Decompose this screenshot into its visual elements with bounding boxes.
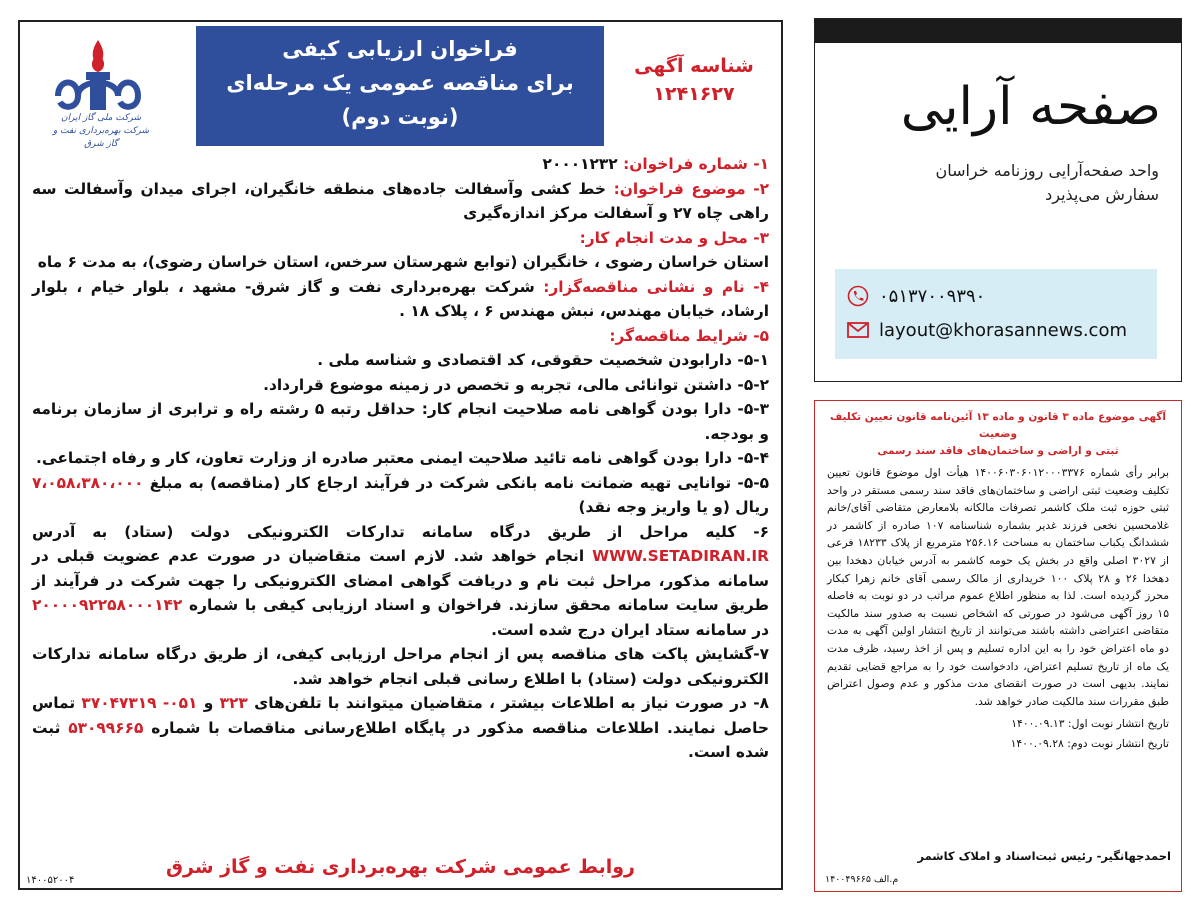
item-5-2: ۵-۲- داشتن توانائی مالی، تجربه و تخصص در زمینه موضوع قرارداد. [263,375,769,394]
email-row[interactable] [847,313,1145,347]
title-line: (نوبت دوم) [341,105,459,129]
contact-box [835,269,1157,359]
ad-title [196,26,604,146]
registration-notice [814,400,1182,892]
logo-caption: شرکت ملی گاز ایران شرکت بهره‌برداری نفت و گاز شرق [52,113,150,149]
title-line: برای مناقصه عمومی یک مرحله‌ای [226,71,574,95]
phone-icon [847,285,869,307]
item-6: ۶- کلیه مراحل از طریق درگاه سامانه تدارکات الکترونیکی دولت (ستاد) به آدرس WWW.SETADIRAN.IR انجام خواهد شد. لازم است متقاضیان در صورت عدم عضویت قبلی در سامانه مذکور، مراحل ثبت نام و دریافت گواهی امضای الکترونیکی را جهت شرکت در فرآیند از طریق سایت سامانه محقق سازند. فراخوان و اسناد ارزیابی کیفی با شماره ۲۰۰۰۰۹۲۲۵۸۰۰۰۱۴۲ در سامانه ستاد ایران درج شده است. [32,522,769,639]
item-8: ۸- در صورت نیاز به اطلاعات بیشتر ، متقاضیان میتوانند با تلفن‌های ۳۲۳ و ۰۵۱- ۳۷۰۴۷۳۱۹ تماس حاصل نمایند. اطلاعات مناقصه مذکور در پایگاه اطلاع‌رسانی مناقصات با شماره ۵۳۰۹۹۶۶۵ ثبت شده است. [32,694,769,761]
item-5-3: ۵-۳- دارا بودن گواهی نامه صلاحیت انجام کار: حداقل رتبه ۵ رشته راه و ترابری از سازمان برنامه و بودجه. [32,400,769,443]
item-5-4: ۵-۴- دارا بودن گواهی نامه تائید صلاحیت ایمنی معتبر صادره از وزارت تعاون، کار و رفاه اجتماعی. [35,449,769,467]
layout-title: صفحه آرایی [900,77,1161,137]
email-icon [847,322,869,338]
notice-title: آگهی موضوع ماده ۳ قانون و ماده ۱۳ آئین‌نامه قانون تعیین تکلیف وضعیت ثبتی و اراضی و ساختمان‌های فاقد سند رسمی [830,411,1166,457]
notice-signature: احمدجهانگیر- رئیس ثبت‌اسناد و املاک کاشمر [917,849,1171,863]
tender-ad [18,20,783,890]
notice-code: م.الف ۱۴۰۰۴۹۶۶۵ [825,874,899,885]
top-bar [815,19,1181,43]
ad-code: ۱۴۰۰۵۲۰۰۴ [26,875,75,886]
item-5-1: ۵-۱- دارابودن شخصیت حقوقی، کد اقتصادی و شناسه ملی . [317,351,769,369]
ad-id-label: شناسه آگهی [634,55,754,77]
item-5-head: ۵- شرایط مناقصه‌گر: [609,326,769,345]
layout-service-ad [814,18,1182,382]
item-4: ۴- نام و نشانی مناقصه‌گزار: شرکت بهره‌برداری نفت و گاز شرق- مشهد ، بلوار خیام ، بلوار ارشاد، خیابان مهندس، نبش مهندس ۶ ، پلاک ۱۸ . [32,277,769,320]
ad-body [32,152,769,765]
item-2: ۲- موضوع فراخوان: خط کشی وآسفالت جاده‌های منطقه خانگیران، اجرای میدان وآسفالت سه راهی چاه ۲۷ و آسفالت مرکز اندازه‌گیری [32,179,769,222]
notice-dates [815,714,1181,754]
phone-number: ۰۵۱۳۷۰۰۹۳۹۰ [879,285,986,307]
ad-id-number: ۱۲۴۱۶۲۷ [653,83,735,105]
layout-subtitle: واحد صفحه‌آرایی روزنامه خراسان سفارش می‌پذیرد [935,161,1159,204]
email-address: layout@khorasannews.com [879,319,1128,341]
item-7: ۷-گشایش پاکت های مناقصه پس از انجام مراحل ارزیابی کیفی، از طریق درگاه سامانه تدارکات الکترونیکی دولت (ستاد) با اطلاع رسانی قبلی انجام خواهد شد. [32,645,769,688]
item-3: استان خراسان رضوی ، خانگیران (توابع شهرستان سرخس، استان خراسان رضوی)، به مدت ۶ ماه [37,253,769,271]
title-line: فراخوان ارزیابی کیفی [282,37,518,61]
publish-date-2: تاریخ انتشار نوبت دوم: ۱۴۰۰.۰۹.۲۸ [1010,737,1169,751]
guarantee-amount: ۷،۰۵۸،۳۸۰،۰۰۰ [32,473,144,492]
item-5-5: ۵-۵- توانایی تهیه ضمانت نامه بانکی شرکت در فرآیند ارجاع کار (مناقصه) به مبلغ ۷،۰۵۸،۳۸۰،۰۰۰ ریال (و یا واریز وجه نقد) [32,473,769,516]
ad-id [619,52,769,108]
public-relations-footer: روابط عمومی شرکت بهره‌برداری نفت و گاز شرق [166,856,635,878]
item-3-head: ۳- محل و مدت انجام کار: [579,228,769,247]
item-1: ۱- شماره فراخوان: ۲۰۰۰۱۲۳۲ [542,155,769,173]
phone-row[interactable] [847,279,1145,313]
setad-link[interactable]: WWW.SETADIRAN.IR [592,547,769,565]
publish-date-1: تاریخ انتشار نوبت اول: ۱۴۰۰.۰۹.۱۳ [1011,717,1169,731]
notice-body: برابر رأی شماره ۱۴۰۰۶۰۳۰۶۰۱۲۰۰۰۳۳۷۶ هیأت اول موضوع قانون تعیین تکلیف وضعیت ثبتی اراضی و ساختمان‌های فاقد سند رسمی مستقر در واحد ثبتی حوزه ثبت ملک کاشمر تصرفات مالکانه بلامعارض متقاضی آقای/خانم غلامحسین نخعی فرزند غدیر بشماره شناسنامه ۱۰۷ صادره از کاشمر در ششدانگ یکباب ساختمان به مساحت ۲۵۶.۱۶ مترمربع از پلاک ۱۸۲۳۳ فرعی از ۳۰۲۷ اصلی واقع در بخش یک حومه کاشمر به آدرس خیابان دهخدا بین دهخدا ۲۶ و ۲۸ پلاک ۱۰۰ خریداری از مالک رسمی آقای خانم زهرا کبکار محرز گردیده است. لذا به منظور اطلاع عموم مراتب در دو نوبت به فاصله ۱۵ روز آگهی می‌شود در صورتی که اشخاص نسبت به صدور سند مالکیت متقاضی اعتراضی داشته باشند می‌توانند از تاریخ انتشار اولین آگهی به مدت دو ماه اعتراض خود را به این اداره تسلیم و پس از اخذ رسید، ظرف مدت یک ماه از تاریخ تسلیم اعتراض، دادخواست خود را به مراجع قضایی تقدیم نمایند. بدیهی است در صورت انقضای مدت مذکور و عدم وصول اعتراض طبق مقررات سند مالکیت صادر خواهد شد. [827,466,1170,708]
